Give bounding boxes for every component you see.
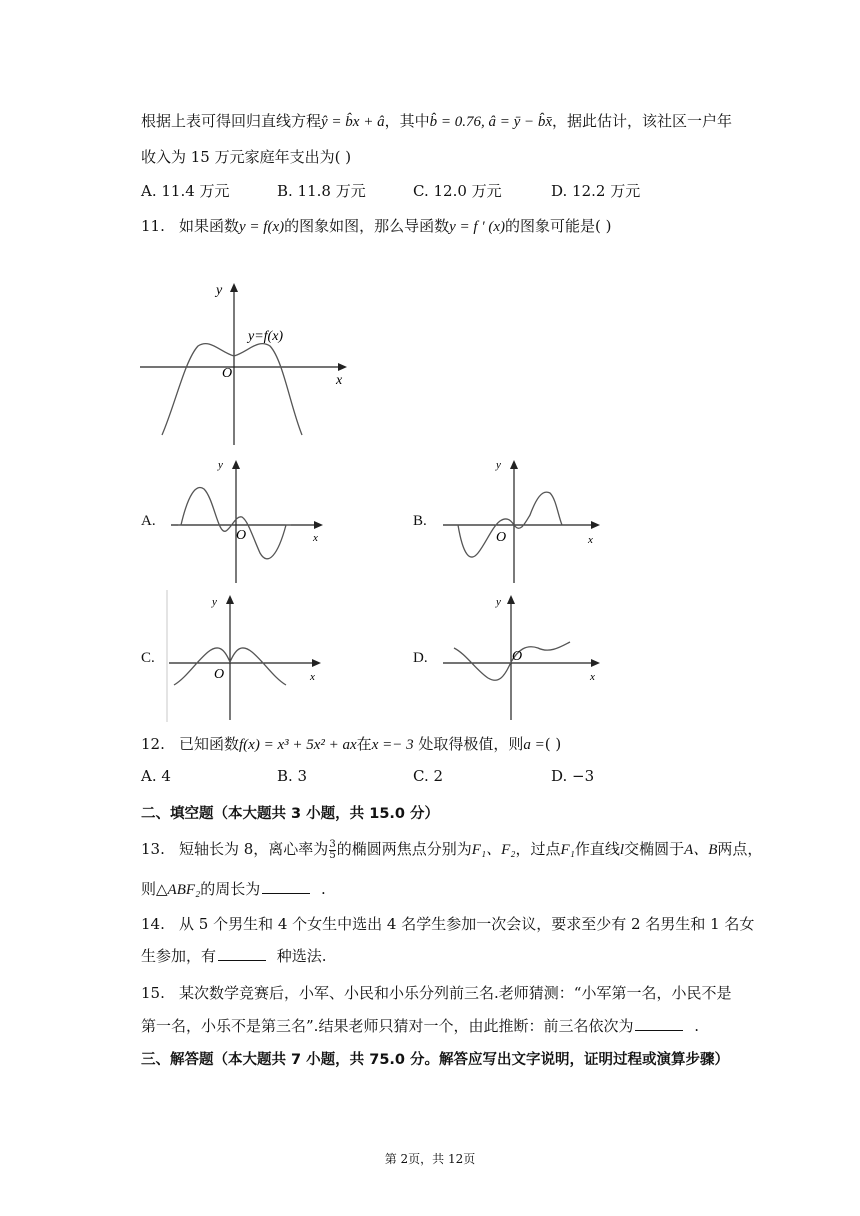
q12-stem <box>141 733 561 754</box>
answer-blank[interactable] <box>262 880 310 894</box>
q15-text: 第一名，小乐不是第三名”.结果老师只猜对一个，由此推断：前三名依次为 <box>141 1017 634 1035</box>
q10-line-1 <box>141 110 732 131</box>
q10-text: ，其中 <box>384 112 430 130</box>
q10-option-a: A. 11.4 万元 <box>141 182 230 200</box>
q11-option-a-label: A. <box>141 513 156 529</box>
y-label: y <box>496 459 501 471</box>
page-footer: 第 2页，共 12页 <box>384 1152 476 1166</box>
x-axis-arrow <box>338 363 347 371</box>
q11-option-c-label: C. <box>141 650 155 666</box>
option-a-curve <box>178 488 291 559</box>
regression-equation: ŷ = b̂x + â <box>321 114 385 130</box>
q11-number: 11. <box>141 217 165 235</box>
x-label: x <box>313 532 318 544</box>
q14-line-1 <box>141 913 754 934</box>
foci: F₁、F₂ <box>471 842 516 858</box>
q15-text: . <box>689 1017 699 1035</box>
q12-text: ( ) <box>544 735 562 753</box>
q12-option-d: D. −3 <box>551 767 595 785</box>
q13-line-2 <box>141 878 326 899</box>
q13-text: 则△ <box>141 880 168 898</box>
q10-option-d: D. 12.2 万元 <box>551 182 641 200</box>
q12-option-c: C. 2 <box>413 767 444 785</box>
q10-option-b: B. 11.8 万元 <box>277 182 366 200</box>
regression-coefficients: b̂ = 0.76, â = ȳ − b̂x̄ <box>429 114 553 130</box>
q15-line-2 <box>141 1015 699 1036</box>
q10-option-c: C. 12.0 万元 <box>413 182 502 200</box>
origin-label: O <box>236 528 247 543</box>
q11-stem <box>141 215 612 236</box>
q11-main-graph <box>140 280 355 450</box>
q15-line-1 <box>141 982 731 1003</box>
q12-text: 在 <box>356 735 372 753</box>
y-label: y <box>212 596 217 608</box>
q14-number: 14. <box>141 915 165 933</box>
origin-label: O <box>512 649 523 664</box>
q11-text: 如果函数 <box>179 217 240 235</box>
q12-text: 处取得极值，则 <box>413 735 524 753</box>
eccentricity-fraction: $\frac{3}{5}$ <box>329 838 336 861</box>
q12-number: 12. <box>141 735 165 753</box>
q11-option-d-label: D. <box>413 650 428 666</box>
q13-text: 作直线 <box>574 840 620 858</box>
q11-text: 的图象可能是( ) <box>505 217 612 235</box>
q13-text: . <box>316 880 326 898</box>
q11-option-b-label: B. <box>413 513 427 529</box>
y-label: y <box>216 283 223 298</box>
q11-derivative: y = f ′ (x) <box>449 219 506 235</box>
q13-text: 的椭圆两焦点分别为 <box>336 840 472 858</box>
points-ab: A、B <box>684 842 718 858</box>
q13-text: 交椭圆于 <box>624 840 685 858</box>
f-curve <box>162 344 302 435</box>
q12-variable: a = <box>523 737 545 753</box>
q14-line-2 <box>141 945 327 966</box>
x-label: x <box>310 671 315 683</box>
q14-text: 种选法. <box>272 947 327 965</box>
x-label: x <box>336 373 343 388</box>
q10-text: ，据此估计，该社区一户年 <box>552 112 733 130</box>
y-axis-arrow <box>230 283 238 292</box>
focus-f1: F₁ <box>560 842 575 858</box>
q15-text: 某次数学竞赛后，小军、小民和小乐分列前三名.老师猜测：“小军第一名，小民不是 <box>179 984 732 1002</box>
origin-label: O <box>214 667 225 682</box>
q10-text: 根据上表可得回归直线方程 <box>141 112 322 130</box>
q13-text: ，过点 <box>515 840 561 858</box>
line-l: l <box>619 842 625 858</box>
origin-label: O <box>222 366 233 381</box>
q13-line-1 <box>141 838 762 861</box>
triangle-abf2: ABF₂ <box>167 882 201 898</box>
q11-option-d-graph <box>438 590 608 722</box>
x-label: x <box>588 534 593 546</box>
q13-text: 两点， <box>717 840 763 858</box>
q13-text: 的周长为 <box>200 880 261 898</box>
q12-option-a: A. 4 <box>141 767 171 785</box>
origin-label: O <box>496 530 507 545</box>
q11-option-a-graph <box>166 455 331 585</box>
y-label: y <box>496 596 501 608</box>
q12-function: f(x) = x³ + 5x² + ax <box>239 737 357 753</box>
q11-text: 的图象如图，那么导函数 <box>284 217 450 235</box>
curve-label: y=f(x) <box>248 329 284 344</box>
y-label: y <box>218 459 223 471</box>
q11-option-b-graph <box>438 455 603 585</box>
q12-text: 已知函数 <box>179 735 240 753</box>
q10-line-2: 收入为 15 万元家庭年支出为( ) <box>141 148 352 166</box>
x-label: x <box>590 671 595 683</box>
answer-blank[interactable] <box>218 947 266 961</box>
q11-option-c-graph <box>164 590 329 722</box>
q12-point: x =− 3 <box>371 737 414 753</box>
q12-option-b: B. 3 <box>277 767 308 785</box>
q13-text: 短轴长为 8，离心率为 <box>179 840 329 858</box>
q13-number: 13. <box>141 840 165 858</box>
q11-function: y = f(x) <box>239 219 285 235</box>
q15-number: 15. <box>141 984 165 1002</box>
section-answer-heading: 三、解答题（本大题共 7 小题，共 75.0 分。解答应写出文字说明，证明过程或演算步骤） <box>141 1052 730 1068</box>
section-fill-in-heading: 二、填空题（本大题共 3 小题，共 15.0 分） <box>141 806 440 822</box>
q14-text: 从 5 个男生和 4 个女生中选出 4 名学生参加一次会议，要求至少有 2 名男生和 1 名女 <box>179 915 755 933</box>
answer-blank[interactable] <box>635 1017 683 1031</box>
q14-text: 生参加，有 <box>141 947 217 965</box>
